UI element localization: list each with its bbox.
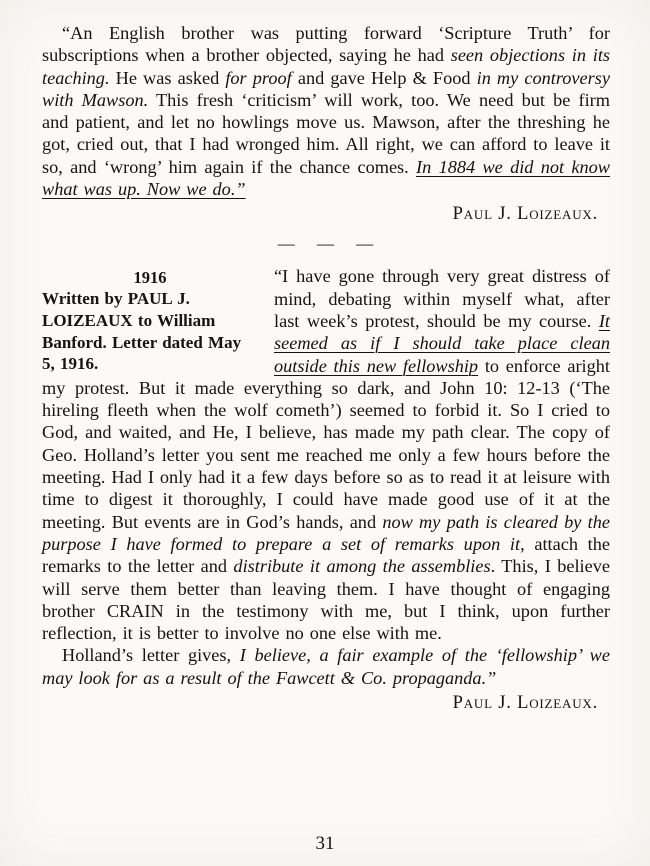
note-year: 1916 [133,268,167,288]
text-segment: “An English brother was putting forward ‘Scripture Truth’ for subscriptions when a brother objected, saying he had [42,23,610,66]
text-segment: and gave Help & Food [291,67,477,88]
text-segment: He was asked [109,67,226,88]
note-text: Written by PAUL J. LOIZEAUX to William Banford. Letter dated May 5, 1916. [42,289,242,374]
text-segment: distribute it among the assemblies [233,556,491,577]
signature-2: Paul J. Loizeaux. [452,693,598,714]
section-separator: — — — [277,234,375,254]
text-segment: In 1884 we did not know what was up. Now we do.” [42,156,610,200]
paragraph-quote-3 [42,644,610,689]
marginal-note [42,267,258,374]
text-segment: in my controversy with Mawson. [42,67,610,110]
text-segment: to enforce aright my protest. But it made everything so dark, and John 10: 12-13 (‘The hireling fleeth when the wolf cometh’) seemed to forbid it. So I cried to God, and waited, and He, I believe, has made my path clear. The copy of Geo. Holland’s letter you sent me reached me only a few hours before the meeting. Had I only had it a few days before so as to read it at leisure with time to digest it thoroughly, I could have made good use of it at the meeting. But events are in God’s hands, and [42,355,611,532]
text-segment: I believe, a fair example of the ‘fellowship’ we may look for as a result of the Fawcett & Co. propaganda.” [42,645,610,688]
paragraph-quote-1 [42,22,610,200]
text-segment: , attach the remarks to the letter and [42,533,610,577]
text-segment: seen objections in its teaching. [42,45,611,88]
text-segment: for proof [225,67,292,88]
text-segment: It seemed as if I should take place clean outside this new fellowship [274,310,610,376]
signature-1: Paul J. Loizeaux. [452,204,598,225]
text-segment: “I have gone through very great distress of mind, debating within myself what, after last week’s protest, should be my course. [274,266,610,331]
text-segment: now my path is cleared by the purpose I have formed to prepare a set of remarks upon it [42,511,610,554]
page-number: 31 [315,833,335,854]
text-segment: This fresh ‘criticism’ will work, too. We need but be firm and patient, and let no howlings move us. Mawson, after the threshing he got, cried out, that I had wronged him. All right, we can afford to leave it so, and ‘wrong’ him again if the chance comes. [42,89,610,177]
letter-section [42,265,610,644]
text-segment: Holland’s letter gives, [62,645,240,666]
text-segment: . This, I believe will serve them better than leaving them. I have thought of engaging brother CRAIN in the testimony with me, but I think, upon further reflection, it is better to involve no one else with me. [42,556,611,644]
